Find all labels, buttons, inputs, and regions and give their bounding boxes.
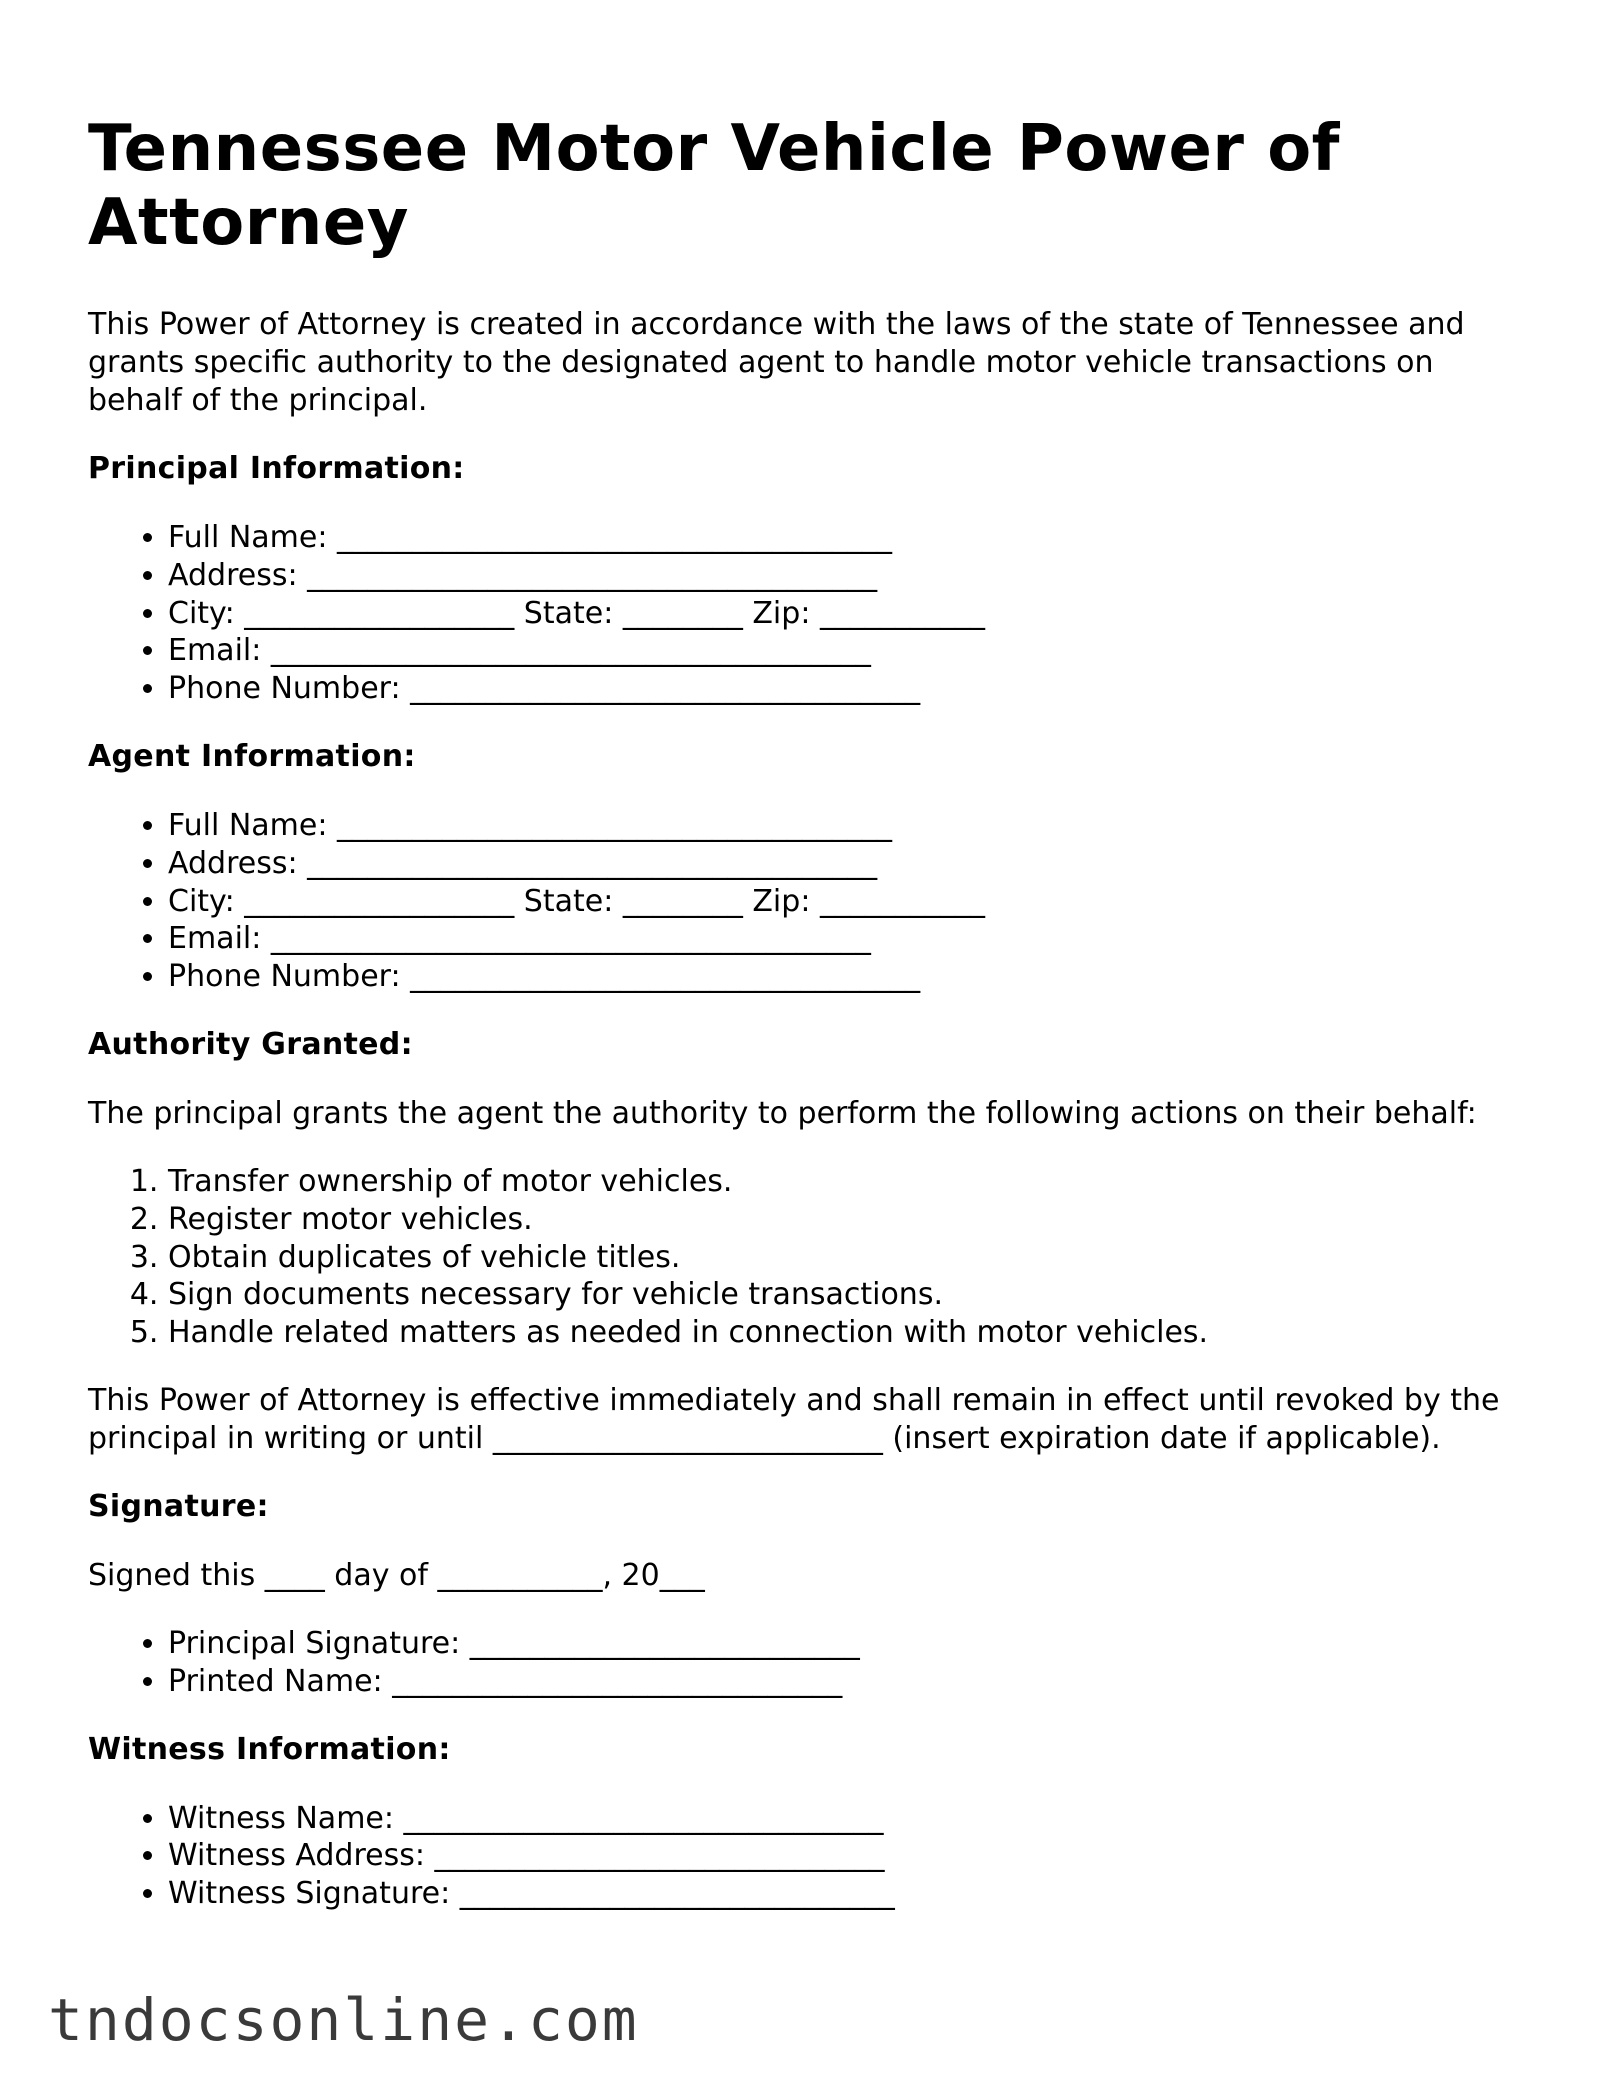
agent-full-name-field: • Full Name: _____________________________________ xyxy=(168,807,1528,845)
principal-phone-field: • Phone Number: __________________________________ xyxy=(168,670,1528,708)
agent-address-field: • Address: ______________________________________ xyxy=(168,845,1528,883)
authority-action-item: 3. Obtain duplicates of vehicle titles. xyxy=(168,1239,1528,1277)
signature-fields-list xyxy=(88,1625,1528,1701)
principal-email-field: • Email: ________________________________________ xyxy=(168,632,1528,670)
document-page xyxy=(88,112,1528,1943)
authority-action-item: 5. Handle related matters as needed in connection with motor vehicles. xyxy=(168,1314,1528,1352)
authority-actions-list xyxy=(88,1163,1528,1352)
witness-address-field: • Witness Address: ______________________________ xyxy=(168,1837,1528,1875)
principal-fields-list xyxy=(88,519,1528,708)
witness-fields-list xyxy=(88,1800,1528,1913)
printed-name-field: • Printed Name: ______________________________ xyxy=(168,1663,1528,1701)
witness-heading: Witness Information: xyxy=(88,1731,451,1767)
agent-email-field: • Email: ________________________________________ xyxy=(168,920,1528,958)
authority-action-item: 1. Transfer ownership of motor vehicles. xyxy=(168,1163,1528,1201)
witness-name-field: • Witness Name: ________________________________ xyxy=(168,1800,1528,1838)
principal-full-name-field: • Full Name: _____________________________________ xyxy=(168,519,1528,557)
document-title: Tennessee Motor Vehicle Power of Attorney xyxy=(88,112,1340,260)
authority-heading: Authority Granted: xyxy=(88,1026,413,1062)
witness-signature-field: • Witness Signature: _____________________________ xyxy=(168,1875,1528,1913)
agent-phone-field: • Phone Number: __________________________________ xyxy=(168,958,1528,996)
authority-action-item: 2. Register motor vehicles. xyxy=(168,1201,1528,1239)
site-watermark: tndocsonline.com xyxy=(48,1986,639,2054)
agent-city-state-zip-field: • City: __________________ State: ________ Zip: ___________ xyxy=(168,883,1528,921)
authority-action-item: 4. Sign documents necessary for vehicle transactions. xyxy=(168,1276,1528,1314)
intro-paragraph: This Power of Attorney is created in accordance with the laws of the state of Tennessee and grants specific authority to the designated agent to handle motor vehicle transactions on behalf of the principal. xyxy=(88,307,1465,418)
effective-paragraph: This Power of Attorney is effective immediately and shall remain in effect until revoked by the principal in writing or until __________________________ (insert expiration date if applicable). xyxy=(88,1382,1500,1456)
principal-heading: Principal Information: xyxy=(88,451,465,486)
signature-heading: Signature: xyxy=(88,1488,269,1524)
authority-intro: The principal grants the agent the authority to perform the following actions on their behalf: xyxy=(88,1095,1477,1131)
principal-signature-field: • Principal Signature: __________________________ xyxy=(168,1625,1528,1663)
principal-address-field: • Address: ______________________________________ xyxy=(168,557,1528,595)
agent-heading: Agent Information: xyxy=(88,738,416,774)
agent-fields-list xyxy=(88,807,1528,996)
principal-city-state-zip-field: • City: __________________ State: ________ Zip: ___________ xyxy=(168,595,1528,633)
signed-date-line: Signed this ____ day of ___________, 20___ xyxy=(88,1557,705,1593)
